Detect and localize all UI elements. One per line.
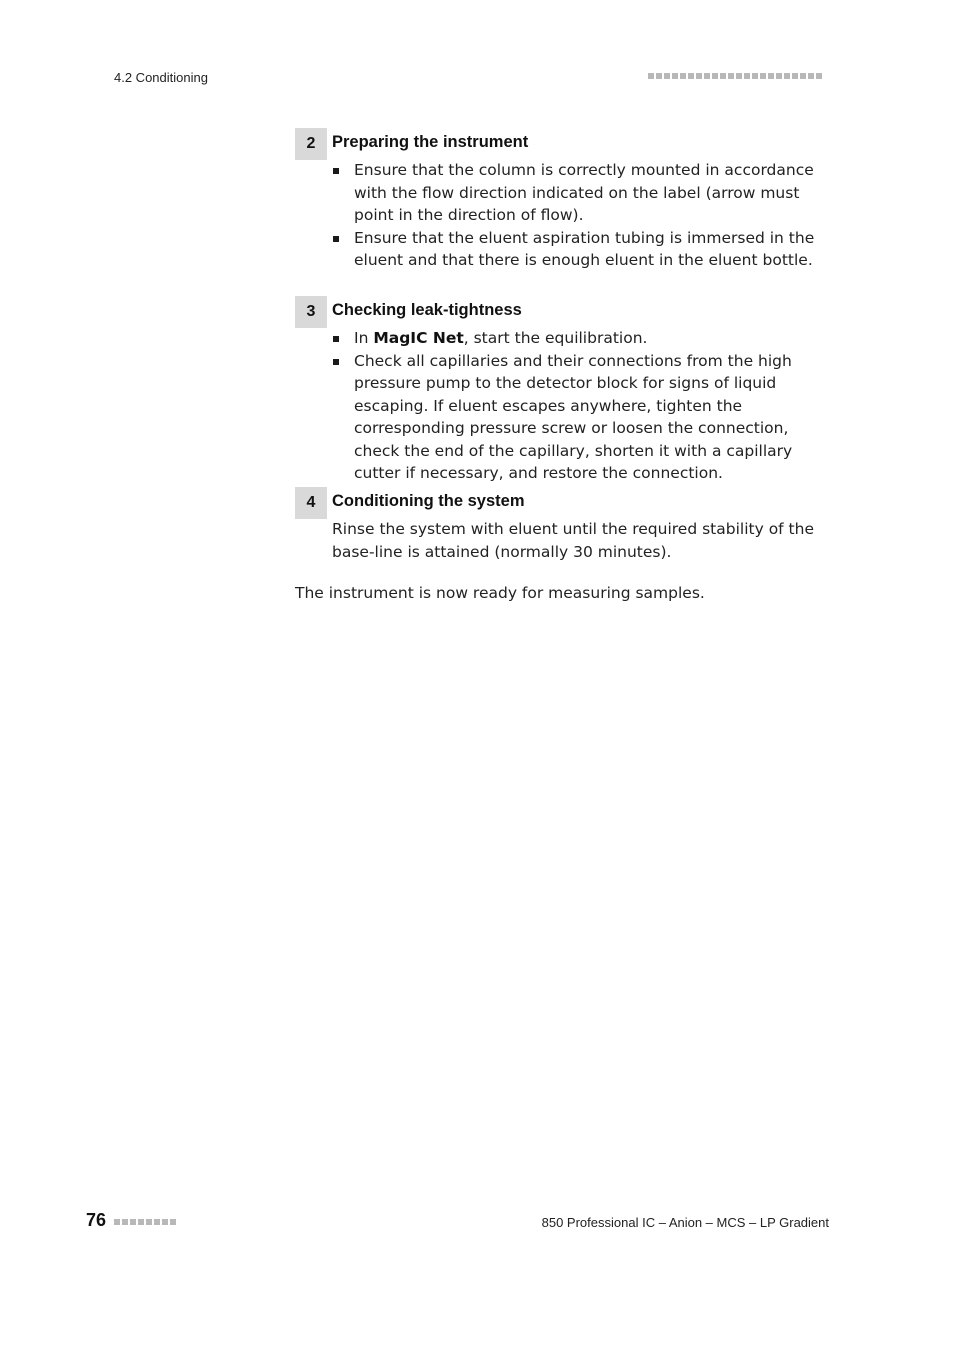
decoration-square (792, 73, 798, 79)
decoration-square (704, 73, 710, 79)
decoration-square (154, 1219, 160, 1225)
decoration-square (736, 73, 742, 79)
decoration-square (656, 73, 662, 79)
decoration-square (752, 73, 758, 79)
document-title: 850 Professional IC – Anion – MCS – LP Gradient (541, 1215, 829, 1230)
decoration-square (776, 73, 782, 79)
bullet-item: Check all capillaries and their connections from the high pressure pump to the detector block for signs of liquid escaping. If eluent escapes anywhere, tighten the corresponding pressure screw or loosen the connection, check the end of the capillary, shorten it with a capillary cutter if necessary, and restore the connection. (332, 350, 827, 485)
decoration-square (122, 1219, 128, 1225)
bullet-text-suffix: , start the equilibration. (463, 329, 648, 347)
decoration-square (728, 73, 734, 79)
software-name: MagIC Net (373, 329, 464, 347)
decoration-square (800, 73, 806, 79)
decoration-square (808, 73, 814, 79)
step-2 (295, 128, 835, 278)
decoration-square (162, 1219, 168, 1225)
bullet-item: Ensure that the column is correctly mounted in accordance with the flow direction indicated on the label (arrow must point in the direction of flow). (332, 159, 827, 227)
decoration-square (744, 73, 750, 79)
decoration-square (816, 73, 822, 79)
closing-paragraph: The instrument is now ready for measuring samples. (295, 584, 705, 602)
decoration-square (680, 73, 686, 79)
page-number: 76 (86, 1210, 107, 1230)
footer-decoration-dots (114, 1219, 176, 1225)
step-number-badge: 4 (295, 487, 327, 519)
decoration-square (138, 1219, 144, 1225)
decoration-square (768, 73, 774, 79)
header-decoration-dots (648, 73, 822, 79)
decoration-square (712, 73, 718, 79)
decoration-square (720, 73, 726, 79)
decoration-square (130, 1219, 136, 1225)
decoration-square (672, 73, 678, 79)
step-title: Checking leak-tightness (332, 301, 522, 319)
step-bullet-list (332, 327, 827, 485)
step-4 (295, 487, 835, 567)
step-bullet-list (332, 159, 827, 272)
bullet-text-prefix: In (354, 329, 374, 347)
bullet-item (332, 327, 827, 350)
decoration-square (760, 73, 766, 79)
step-title: Preparing the instrument (332, 133, 529, 151)
running-header-section: 4.2 Conditioning (114, 70, 208, 85)
decoration-square (170, 1219, 176, 1225)
decoration-square (648, 73, 654, 79)
decoration-square (784, 73, 790, 79)
decoration-square (688, 73, 694, 79)
step-number-badge: 3 (295, 296, 327, 328)
decoration-square (146, 1219, 152, 1225)
decoration-square (664, 73, 670, 79)
decoration-square (114, 1219, 120, 1225)
decoration-square (696, 73, 702, 79)
bullet-item: Ensure that the eluent aspiration tubing is immersed in the eluent and that there is enough eluent in the eluent bottle. (332, 227, 827, 272)
step-number-badge: 2 (295, 128, 327, 160)
step-title: Conditioning the system (332, 492, 525, 510)
step-body-text: Rinse the system with eluent until the required stability of the base-line is attained (normally 30 minutes). (332, 520, 814, 561)
step-3 (295, 296, 835, 482)
